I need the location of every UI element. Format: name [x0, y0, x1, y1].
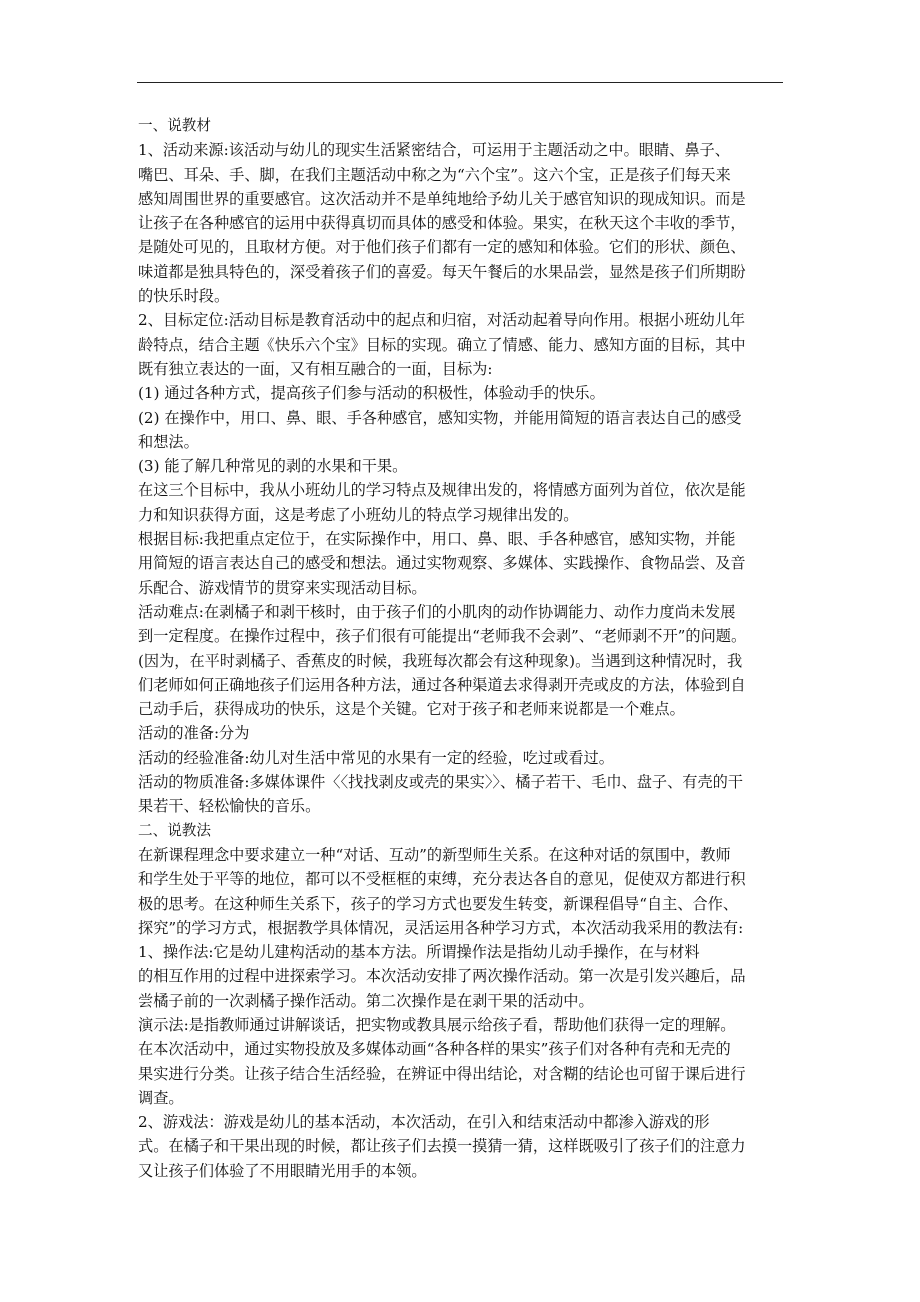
text-line: 力和知识获得方面，这是考虑了小班幼儿的特点学习规律出发的。: [138, 505, 579, 524]
section-heading: 一、说教材: [138, 117, 211, 134]
text-line: 活动的经验准备:幼儿对生活中常见的水果有一定的经验，吃过或看过。: [138, 748, 614, 767]
text-line: 2、目标定位:活动目标是教育活动中的起点和归宿，对活动起着导向作用。根据小班幼儿年: [138, 311, 746, 330]
text-line: 是随处可见的，且取材方便。对于他们孩子们都有一定的感知和体验。它们的形状、颜色、: [138, 238, 746, 257]
text-line: 在这三个目标中，我从小班幼儿的学习特点及规律出发的，将情感方面列为首位，依次是能: [138, 481, 746, 500]
text-line: 活动难点:在剥橘子和剥干核时，由于孩子们的小肌肉的动作协调能力、动作力度尚未发展: [138, 602, 736, 621]
text-line: (2) 在操作中，用口、鼻、眼、手各种感官，感知实物，并能用简短的语言表达自己的感受: [138, 408, 742, 427]
text-line: (因为，在平时剥橘子、香蕉皮的时候，我班每次都会有这种现象)。当遇到这种情况时，我: [138, 651, 743, 670]
text-line: 1、活动来源:该活动与幼儿的现实生活紧密结合，可运用于主题活动之中。眼睛、鼻子、: [138, 141, 730, 160]
text-line: 极的思考。在这种师生关系下，孩子的学习方式也要发生转变，新课程倡导“自主、合作、: [138, 894, 739, 913]
text-line: 和想法。: [138, 432, 199, 451]
text-line: (1) 通过各种方式，提高孩子们参与活动的积极性，体验动手的快乐。: [138, 384, 605, 403]
text-line: 己动手后，获得成功的快乐，这是个关键。它对于孩子和老师来说都是一个难点。: [138, 700, 685, 719]
text-line: 让孩子在各种感官的运用中获得真切而具体的感受和体验。果实，在秋天这个丰收的季节，: [138, 214, 746, 233]
text-line: 在新课程理念中要求建立一种“对话、互动”的新型师生关系。在这种对话的氛围中，教师: [138, 845, 731, 864]
text-line: 们老师如何正确地孩子们运用各种方法，通过各种渠道去求得剥开壳或皮的方法，体验到自: [138, 675, 746, 694]
text-line: 在本次活动中，通过实物投放及多媒体动画“各种各样的果实”孩子们对各种有壳和无壳的: [138, 1040, 731, 1059]
text-line: 用简短的语言表达自己的感受和想法。通过实物观察、多媒体、实践操作、食物品尝、及音: [138, 554, 746, 573]
text-line: 到一定程度。在操作过程中，孩子们很有可能提出“老师我不会剥”、“老师剥不开”的问题。: [138, 627, 747, 646]
text-line: 2、游戏法：游戏是幼儿的基本活动，本次活动，在引入和结束活动中都渗入游戏的形: [138, 1113, 710, 1132]
text-line: 果实进行分类。让孩子结合生活经验，在辨证中得出结论，对含糊的结论也可留于课后进行: [138, 1064, 746, 1083]
text-line: 的快乐时段。: [138, 287, 230, 306]
text-line: 调查。: [138, 1088, 184, 1107]
text-line: 活动的准备:分为: [138, 724, 250, 743]
text-line: 演示法:是指教师通过讲解谈话，把实物或教具展示给孩子看，帮助他们获得一定的理解。: [138, 1015, 736, 1034]
text-line: 味道都是独具特色的，深受着孩子们的喜爱。每天午餐后的水果品尝，显然是孩子们所期盼: [138, 262, 746, 281]
document-body: [138, 114, 788, 1183]
text-line: 尝橘子前的一次剥橘子操作活动。第二次操作是在剥干果的活动中。: [138, 991, 594, 1010]
text-line: 乐配合、游戏情节的贯穿来实现活动目标。: [138, 578, 427, 597]
text-line: 又让孩子们体验了不用眼睛光用手的本领。: [138, 1161, 427, 1180]
section-heading: 二、说教法: [138, 821, 211, 839]
text-line: 龄特点，结合主题《快乐六个宝》目标的实现。确立了情感、能力、感知方面的目标，其中: [138, 335, 746, 354]
text-line: 式。在橘子和干果出现的时候，都让孩子们去摸一摸猜一猜，这样既吸引了孩子们的注意力: [138, 1137, 746, 1156]
text-line: 果若干、轻松愉快的音乐。: [138, 797, 321, 816]
text-line: 活动的物质准备:多媒体课件〈〈找找剥皮或壳的果实〉〉、橘子若干、毛巾、盘子、有壳的干: [138, 773, 744, 792]
text-line: 的相互作用的过程中进探索学习。本次活动安排了两次操作活动。第一次是引发兴趣后，品: [138, 967, 746, 986]
text-line: 探究”的学习方式，根据教学具体情况，灵活运用各种学习方式，本次活动我采用的教法有:: [138, 918, 744, 937]
text-line: 1、操作法:它是幼儿建构活动的基本方法。所谓操作法是指幼儿动手操作，在与材料: [138, 943, 700, 962]
header-rule: [137, 82, 783, 83]
text-line: 既有独立表达的一面，又有相互融合的一面，目标为:: [138, 359, 493, 378]
text-line: (3) 能了解几种常见的剥的水果和干果。: [138, 457, 408, 476]
text-line: 感知周围世界的重要感官。这次活动并不是单纯地给予幼儿关于感官知识的现成知识。而是: [138, 189, 746, 208]
text-line: 根据目标:我把重点定位于，在实际操作中，用口、鼻、眼、手各种感官，感知实物，并能: [138, 530, 736, 549]
text-line: 嘴巴、耳朵、手、脚，在我们主题活动中称之为“六个宝”。这六个宝，正是孩子们每天来: [138, 165, 731, 184]
text-line: 和学生处于平等的地位，都可以不受框框的束缚，充分表达各自的意见，促使双方都进行积: [138, 870, 746, 889]
